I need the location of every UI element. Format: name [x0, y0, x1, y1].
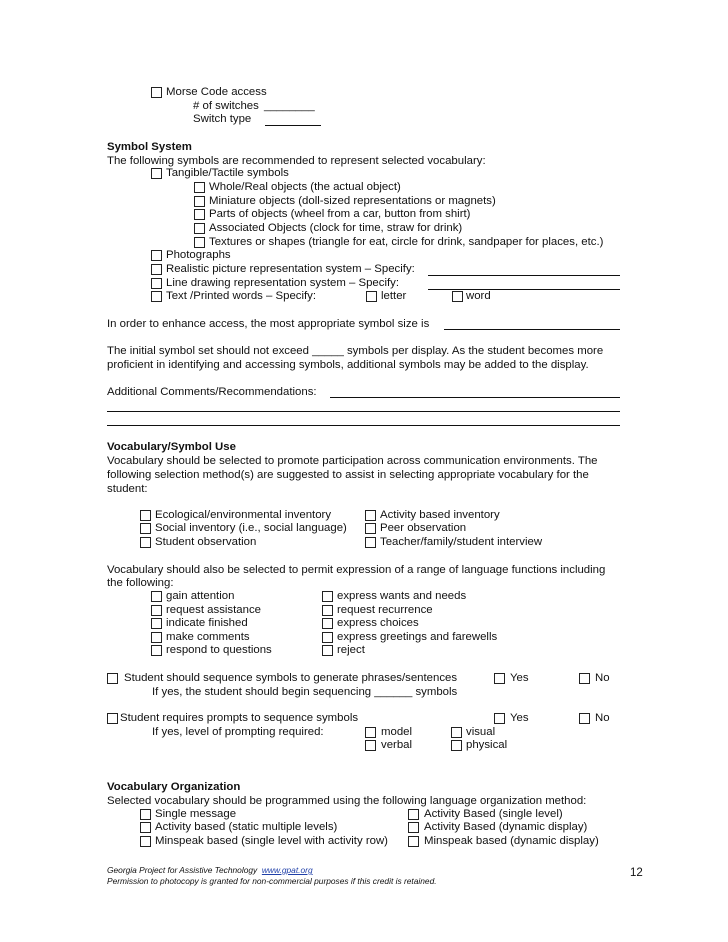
footer-org: Georgia Project for Assistive Technology	[107, 865, 258, 875]
line-drawing-checkbox[interactable]	[151, 278, 162, 289]
activity-static-checkbox[interactable]	[140, 822, 151, 833]
sequence-label: Student should sequence symbols to generate phrases/sentences	[124, 672, 458, 684]
vocab-use-para-2: following selection method(s) are suggested to assist in selecting appropriate vocabulary for the	[107, 469, 589, 481]
comments-line-1[interactable]	[330, 397, 620, 398]
sequence-ifyes-label: If yes, the student should begin sequencing ______ symbols	[152, 686, 458, 698]
model-label: model	[381, 726, 413, 738]
single-message-label: Single message	[155, 808, 237, 820]
express-wants-checkbox[interactable]	[322, 591, 333, 602]
prompts-no-checkbox[interactable]	[579, 713, 590, 724]
request-assistance-label: request assistance	[166, 604, 261, 616]
prompts-yes-label: Yes	[510, 712, 529, 724]
indicate-finished-checkbox[interactable]	[151, 618, 162, 629]
activity-dynamic-label: Activity Based (dynamic display)	[424, 821, 588, 833]
letter-checkbox[interactable]	[366, 291, 377, 302]
make-comments-label: make comments	[166, 631, 250, 643]
sequence-checkbox[interactable]	[107, 673, 118, 684]
request-recurrence-checkbox[interactable]	[322, 605, 333, 616]
physical-label: physical	[466, 739, 508, 751]
associated-objects-checkbox[interactable]	[194, 223, 205, 234]
miniature-objects-checkbox[interactable]	[194, 196, 205, 207]
verbal-label: verbal	[381, 739, 413, 751]
ecological-label: Ecological/environmental inventory	[155, 509, 332, 521]
symbol-size-line	[444, 329, 620, 330]
activity-inventory-checkbox[interactable]	[365, 510, 376, 521]
request-assistance-checkbox[interactable]	[151, 605, 162, 616]
minspeak-dynamic-checkbox[interactable]	[408, 836, 419, 847]
sequence-yes-checkbox[interactable]	[494, 673, 505, 684]
social-inventory-label: Social inventory (i.e., social language)	[155, 522, 347, 534]
whole-objects-checkbox[interactable]	[194, 182, 205, 193]
minspeak-single-label: Minspeak based (single level with activity row)	[155, 835, 388, 847]
parts-objects-label: Parts of objects (wheel from a car, button from shirt)	[209, 208, 471, 220]
activity-static-label: Activity based (static multiple levels)	[155, 821, 338, 833]
functions-para-2: the following:	[107, 577, 174, 589]
vocab-use-para-1: Vocabulary should be selected to promote participation across communication environments. The	[107, 455, 598, 467]
footer-credit	[107, 865, 313, 876]
letter-label: letter	[381, 290, 407, 302]
make-comments-checkbox[interactable]	[151, 632, 162, 643]
parts-objects-checkbox[interactable]	[194, 209, 205, 220]
switches-blank: ________	[264, 100, 315, 112]
physical-checkbox[interactable]	[451, 740, 462, 751]
morse-code-checkbox[interactable]	[151, 87, 162, 98]
photographs-label: Photographs	[166, 249, 231, 261]
visual-label: visual	[466, 726, 496, 738]
comments-line-2[interactable]	[107, 411, 620, 412]
minspeak-single-checkbox[interactable]	[140, 836, 151, 847]
tangible-checkbox[interactable]	[151, 168, 162, 179]
word-checkbox[interactable]	[452, 291, 463, 302]
word-label: word	[466, 290, 491, 302]
activity-single-label: Activity Based (single level)	[424, 808, 563, 820]
switch-type-line	[265, 125, 321, 126]
express-wants-label: express wants and needs	[337, 590, 467, 602]
teacher-interview-checkbox[interactable]	[365, 537, 376, 548]
initial-set-line1: The initial symbol set should not exceed _____ symbols per display. As the student becomes more	[107, 345, 604, 357]
prompts-label: Student requires prompts to sequence symbols	[120, 712, 359, 724]
gain-attention-label: gain attention	[166, 590, 235, 602]
textures-checkbox[interactable]	[194, 237, 205, 248]
prompts-ifyes-label: If yes, level of prompting required:	[152, 726, 324, 738]
vocab-org-intro: Selected vocabulary should be programmed using the following language organization method:	[107, 795, 587, 807]
student-observation-checkbox[interactable]	[140, 537, 151, 548]
respond-questions-checkbox[interactable]	[151, 645, 162, 656]
initial-set-line2: proficient in identifying and accessing symbols, additional symbols may be added to the display.	[107, 359, 589, 371]
visual-checkbox[interactable]	[451, 727, 462, 738]
express-greetings-label: express greetings and farewells	[337, 631, 498, 643]
express-greetings-checkbox[interactable]	[322, 632, 333, 643]
morse-code-label: Morse Code access	[166, 86, 267, 98]
comments-label: Additional Comments/Recommendations:	[107, 386, 317, 398]
text-printed-label: Text /Printed words – Specify:	[166, 290, 317, 302]
reject-label: reject	[337, 644, 365, 656]
comments-line-3[interactable]	[107, 425, 620, 426]
peer-observation-checkbox[interactable]	[365, 523, 376, 534]
text-printed-checkbox[interactable]	[151, 291, 162, 302]
line-drawing-specify-line	[428, 289, 620, 290]
footer-url-link[interactable]: www.gpat.org	[261, 865, 313, 875]
symbol-size-sentence: In order to enhance access, the most appropriate symbol size is	[107, 318, 430, 330]
symbol-system-heading: Symbol System	[107, 141, 192, 153]
student-observation-label: Student observation	[155, 536, 257, 548]
sequence-no-label: No	[595, 672, 610, 684]
verbal-checkbox[interactable]	[365, 740, 376, 751]
footer-permission: Permission to photocopy is granted for non-commercial purposes if this credit is retained.	[107, 876, 437, 886]
activity-inventory-label: Activity based inventory	[380, 509, 500, 521]
miniature-objects-label: Miniature objects (doll-sized representations or magnets)	[209, 195, 496, 207]
prompts-yes-checkbox[interactable]	[494, 713, 505, 724]
peer-observation-label: Peer observation	[380, 522, 467, 534]
indicate-finished-label: indicate finished	[166, 617, 248, 629]
page-number: 12	[630, 867, 643, 879]
sequence-no-checkbox[interactable]	[579, 673, 590, 684]
reject-checkbox[interactable]	[322, 645, 333, 656]
social-inventory-checkbox[interactable]	[140, 523, 151, 534]
associated-objects-label: Associated Objects (clock for time, straw for drink)	[209, 222, 463, 234]
activity-single-checkbox[interactable]	[408, 809, 419, 820]
realistic-specify-line	[428, 275, 620, 276]
model-checkbox[interactable]	[365, 727, 376, 738]
minspeak-dynamic-label: Minspeak based (dynamic display)	[424, 835, 599, 847]
vocab-use-para-3: student:	[107, 483, 148, 495]
express-choices-checkbox[interactable]	[322, 618, 333, 629]
symbol-system-intro: The following symbols are recommended to represent selected vocabulary:	[107, 155, 486, 167]
vocab-use-heading: Vocabulary/Symbol Use	[107, 441, 236, 453]
switches-label: # of switches	[193, 100, 259, 112]
realistic-checkbox[interactable]	[151, 264, 162, 275]
whole-objects-label: Whole/Real objects (the actual object)	[209, 181, 401, 193]
activity-dynamic-checkbox[interactable]	[408, 822, 419, 833]
vocab-org-heading: Vocabulary Organization	[107, 781, 241, 793]
express-choices-label: express choices	[337, 617, 419, 629]
sequence-yes-label: Yes	[510, 672, 529, 684]
switch-type-label: Switch type	[193, 113, 252, 125]
realistic-label: Realistic picture representation system – Specify:	[166, 263, 415, 275]
single-message-checkbox[interactable]	[140, 809, 151, 820]
functions-para-1: Vocabulary should also be selected to permit expression of a range of language functions including	[107, 564, 606, 576]
textures-label: Textures or shapes (triangle for eat, circle for drink, sandpaper for places, etc.)	[209, 236, 604, 248]
tangible-label: Tangible/Tactile symbols	[166, 167, 289, 179]
prompts-checkbox[interactable]	[107, 713, 118, 724]
photographs-checkbox[interactable]	[151, 250, 162, 261]
ecological-checkbox[interactable]	[140, 510, 151, 521]
prompts-no-label: No	[595, 712, 610, 724]
respond-questions-label: respond to questions	[166, 644, 272, 656]
line-drawing-label: Line drawing representation system – Specify:	[166, 277, 399, 289]
gain-attention-checkbox[interactable]	[151, 591, 162, 602]
request-recurrence-label: request recurrence	[337, 604, 433, 616]
teacher-interview-label: Teacher/family/student interview	[380, 536, 543, 548]
